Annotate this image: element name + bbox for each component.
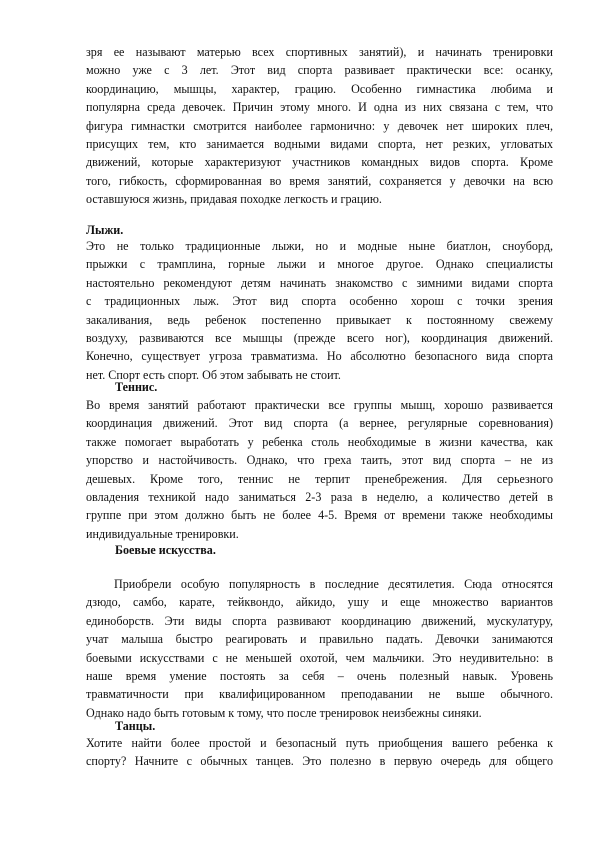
text-line: популярна среда девочек. Причин этому много. И одна из них связана с тем, что <box>86 100 553 115</box>
text-line: зря ее называют матерью всех спортивных занятий), и начинать тренировки <box>86 45 553 59</box>
text-line: прыжки с трамплина, горные лыжи и многое другое. Однако специалисты <box>86 257 553 272</box>
text-line: закаливания, ведь ребенок постепенно привыкает к постоянному свежему <box>86 312 553 327</box>
text-line: Приобрели особую популярность в последние десятилетия. Сюда относятся <box>114 577 553 591</box>
text-line: того, гибкость, сформированная во время занятий, сохраняется у девочки на всю <box>86 173 553 188</box>
text-line: Это не только традиционные лыжи, но и модные ныне биатлон, сноуборд, <box>86 239 553 253</box>
text-line: дешевых. Кроме того, теннис не терпит пренебрежения. Для серьезного <box>86 471 553 486</box>
text-line: Хотите найти более простой и безопасный путь приобщения вашего ребенка к <box>86 736 553 750</box>
text-line: учат малыша быстро реагировать и правильно падать. Девочки занимаются <box>86 632 553 647</box>
paragraph-martial-arts <box>86 575 553 722</box>
text-line: координация движений. Этот вид спорта (а вернее, регулярные соревнования) <box>86 416 553 431</box>
text-line: оставшуюся жизнь, придавая походке легкость и грацию. <box>86 192 382 207</box>
heading-tennis: Теннис. <box>115 380 158 394</box>
text-line: присущих тем, кто занимается водными видами спорта, нет резких, угловатых <box>86 136 553 151</box>
text-line: наше время умение постоять за себя – очень полезный навык. Уровень <box>86 668 553 683</box>
text-line: воздуху, развиваются все мышцы (прежде всего ног), координация движений. <box>86 330 553 345</box>
text-line: боевыми искусствами с не меньшей охотой, чем мальчики. Это неудивительно: в <box>86 650 553 665</box>
text-line: также помогает выработать у ребенка столь необходимые в жизни качества, как <box>86 434 553 449</box>
paragraph-ski <box>86 237 553 384</box>
text-line: нет. Спорт есть спорт. Об этом забывать не стоит. <box>86 367 341 382</box>
paragraph-tennis <box>86 396 553 543</box>
text-line: индивидуальные тренировки. <box>86 526 239 541</box>
text-line: единоборств. Эти виды спорта развивают координацию движений, мускулатуру, <box>86 613 553 628</box>
text-line: травматичности при квалифицированном преподавании не выше обычного. <box>86 687 553 702</box>
text-line: упорство и настойчивость. Однако, что греха таить, этот вид спорта – не из <box>86 453 553 468</box>
text-line: спорту? Начните с обычных танцев. Это полезно в первую очередь для общего <box>86 754 553 769</box>
heading-dance: Танцы. <box>115 719 156 733</box>
text-line: можно уже с 3 лет. Этот вид спорта развивает практически все: осанку, <box>86 63 553 78</box>
text-line: координацию, мышцы, характер, грацию. Особенно гимнастика любима и <box>86 81 553 96</box>
text-line: Во время занятий работают практически все группы мышц, хорошо развивается <box>86 398 553 412</box>
text-line: овладения техникой надо заниматься 2-3 раза в неделю, а количество детей в <box>86 489 553 504</box>
text-line: дзюдо, самбо, карате, тейквондо, айкидо, ушу и еще множество вариантов <box>86 595 553 610</box>
text-line: Однако надо быть готовым к тому, что после тренировок неизбежны синяки. <box>86 705 482 720</box>
text-line: группе при этом должно быть не более 4-5. Время от времени также необходимы <box>86 508 553 523</box>
paragraph-gymnastics <box>86 43 553 209</box>
text-line: настоятельно рекомендуют детям начинать знакомство с зимними видами спорта <box>86 275 553 290</box>
text-line: фигура гимнастки смотрится наиболее гармонично: у девочек нет широких плеч, <box>86 118 553 133</box>
text-line: Конечно, существует угроза травматизма. Но абсолютно безопасного вида спорта <box>86 349 553 364</box>
heading-martial-arts: Боевые искусства. <box>115 543 216 557</box>
text-line: с традиционных лыж. Этот вид спорта особенно хорош с точки зрения <box>86 294 553 309</box>
paragraph-dance <box>86 734 553 771</box>
text-line: движений, которые характеризуют участников командных видов спорта. Кроме <box>86 155 553 170</box>
heading-ski: Лыжи. <box>86 223 124 237</box>
